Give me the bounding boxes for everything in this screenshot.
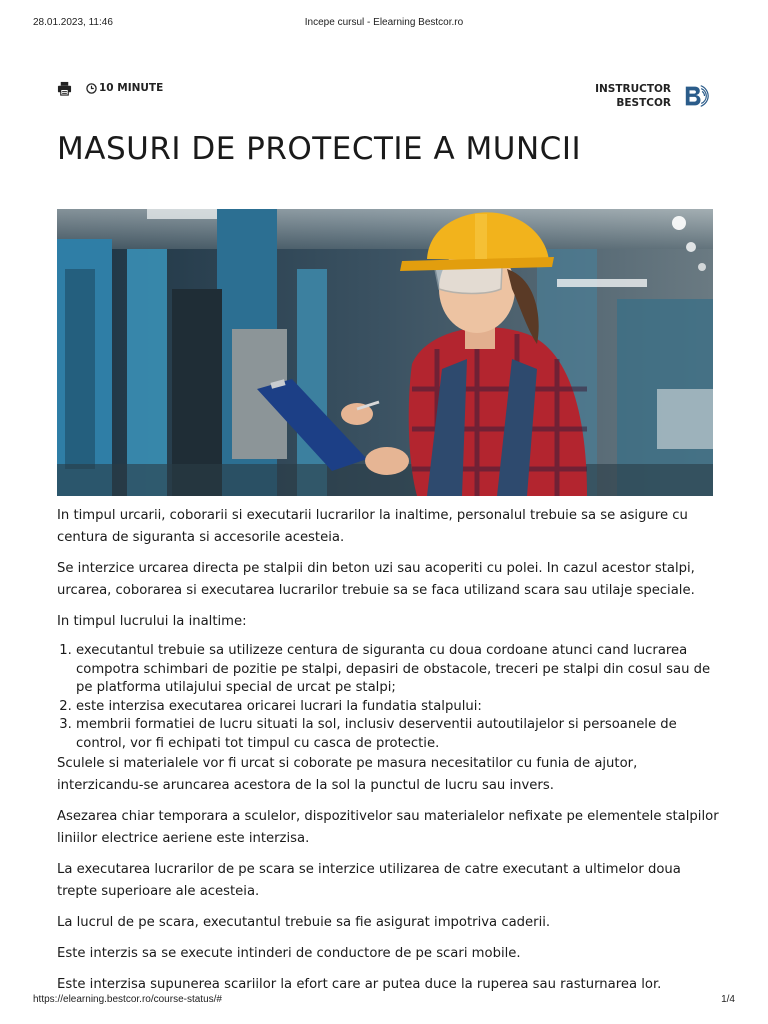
- lesson-meta: [57, 79, 163, 97]
- rules-list: [57, 642, 722, 753]
- paragraph-8: Este interzis sa se execute intinderi de conductore de pe scari mobile.: [57, 946, 521, 961]
- list-item: 3. membrii formatiei de lucru situati la sol, inclusiv deserventii autoutilajelor si persoanele de control, vor fi echipati tot timpul cu casca de protectie.: [76, 716, 722, 753]
- paragraph-1: In timpul urcarii, coborarii si executarii lucrarilor la inaltime, personalul trebuie sa se asigure cu centura de siguranta si accesorile acesteia.: [57, 508, 688, 545]
- list-item: 1. executantul trebuie sa utilizeze centura de siguranta cu doua cordoane atunci cand lucrarea compotra schimbari de pozitie pe stalpi, depasiri de obstacole, treceri pe stalpi din cosul sau de pe platforma utilajului special de urcat pe stalpi;: [76, 642, 722, 698]
- paragraph-2: Se interzice urcarea directa pe stalpii din beton uzi sau acoperiti cu polei. In cazul acestor stalpi, urcarea, coborarea si executarea lucrarilor trebuie sa se faca utilizand scara sau utilaje speciale.: [57, 561, 695, 598]
- paragraph-6: La executarea lucrarilor de pe scara se interzice utilizarea de catre executant a ultimelor doua trepte superioare ale acesteia.: [57, 862, 681, 899]
- paragraph-3: In timpul lucrului la inaltime:: [57, 614, 247, 629]
- instructor-block: [581, 81, 711, 111]
- print-footer: [0, 994, 768, 1008]
- print-page-title: Incepe cursul - Elearning Bestcor.ro: [304, 17, 464, 28]
- bestcor-logo-icon: [683, 81, 711, 111]
- instructor-line2: BESTCOR: [616, 97, 671, 109]
- factory-worker-illustration: [57, 209, 713, 496]
- printer-icon[interactable]: [57, 81, 72, 96]
- instructor-label: [581, 82, 671, 110]
- instructor-line1: INSTRUCTOR: [595, 83, 671, 95]
- paragraph-9: Este interzisa supunerea scariilor la efort care ar putea duce la ruperea sau rasturnarea lor.: [57, 977, 662, 992]
- hero-image: [57, 209, 713, 496]
- print-header: [0, 17, 768, 31]
- list-item: 2. este interzisa executarea oricarei lucrari la fundatia stalpului:: [76, 698, 722, 717]
- paragraph-7: La lucrul de pe scara, executantul trebuie sa fie asigurat impotriva caderii.: [57, 915, 551, 930]
- clock-icon: [86, 83, 97, 94]
- print-url: https://elearning.bestcor.ro/course-status/#: [33, 994, 222, 1005]
- page-number: 1/4: [721, 994, 735, 1005]
- page-title: MASURI DE PROTECTIE A MUNCII: [57, 131, 582, 167]
- lesson-content: [57, 505, 722, 1005]
- duration-label: 10 MINUTE: [99, 82, 164, 94]
- print-date: 28.01.2023, 11:46: [33, 17, 113, 28]
- duration: [86, 82, 163, 94]
- paragraph-4: Sculele si materialele vor fi urcat si coborate pe masura necesitatilor cu funia de ajutor, interzicandu-se aruncarea acestora de la sol la punctul de lucru sau invers.: [57, 756, 638, 793]
- paragraph-5: Asezarea chiar temporara a sculelor, dispozitivelor sau materialelor nefixate pe elementele stalpilor liniilor electrice aeriene este interzisa.: [57, 809, 719, 846]
